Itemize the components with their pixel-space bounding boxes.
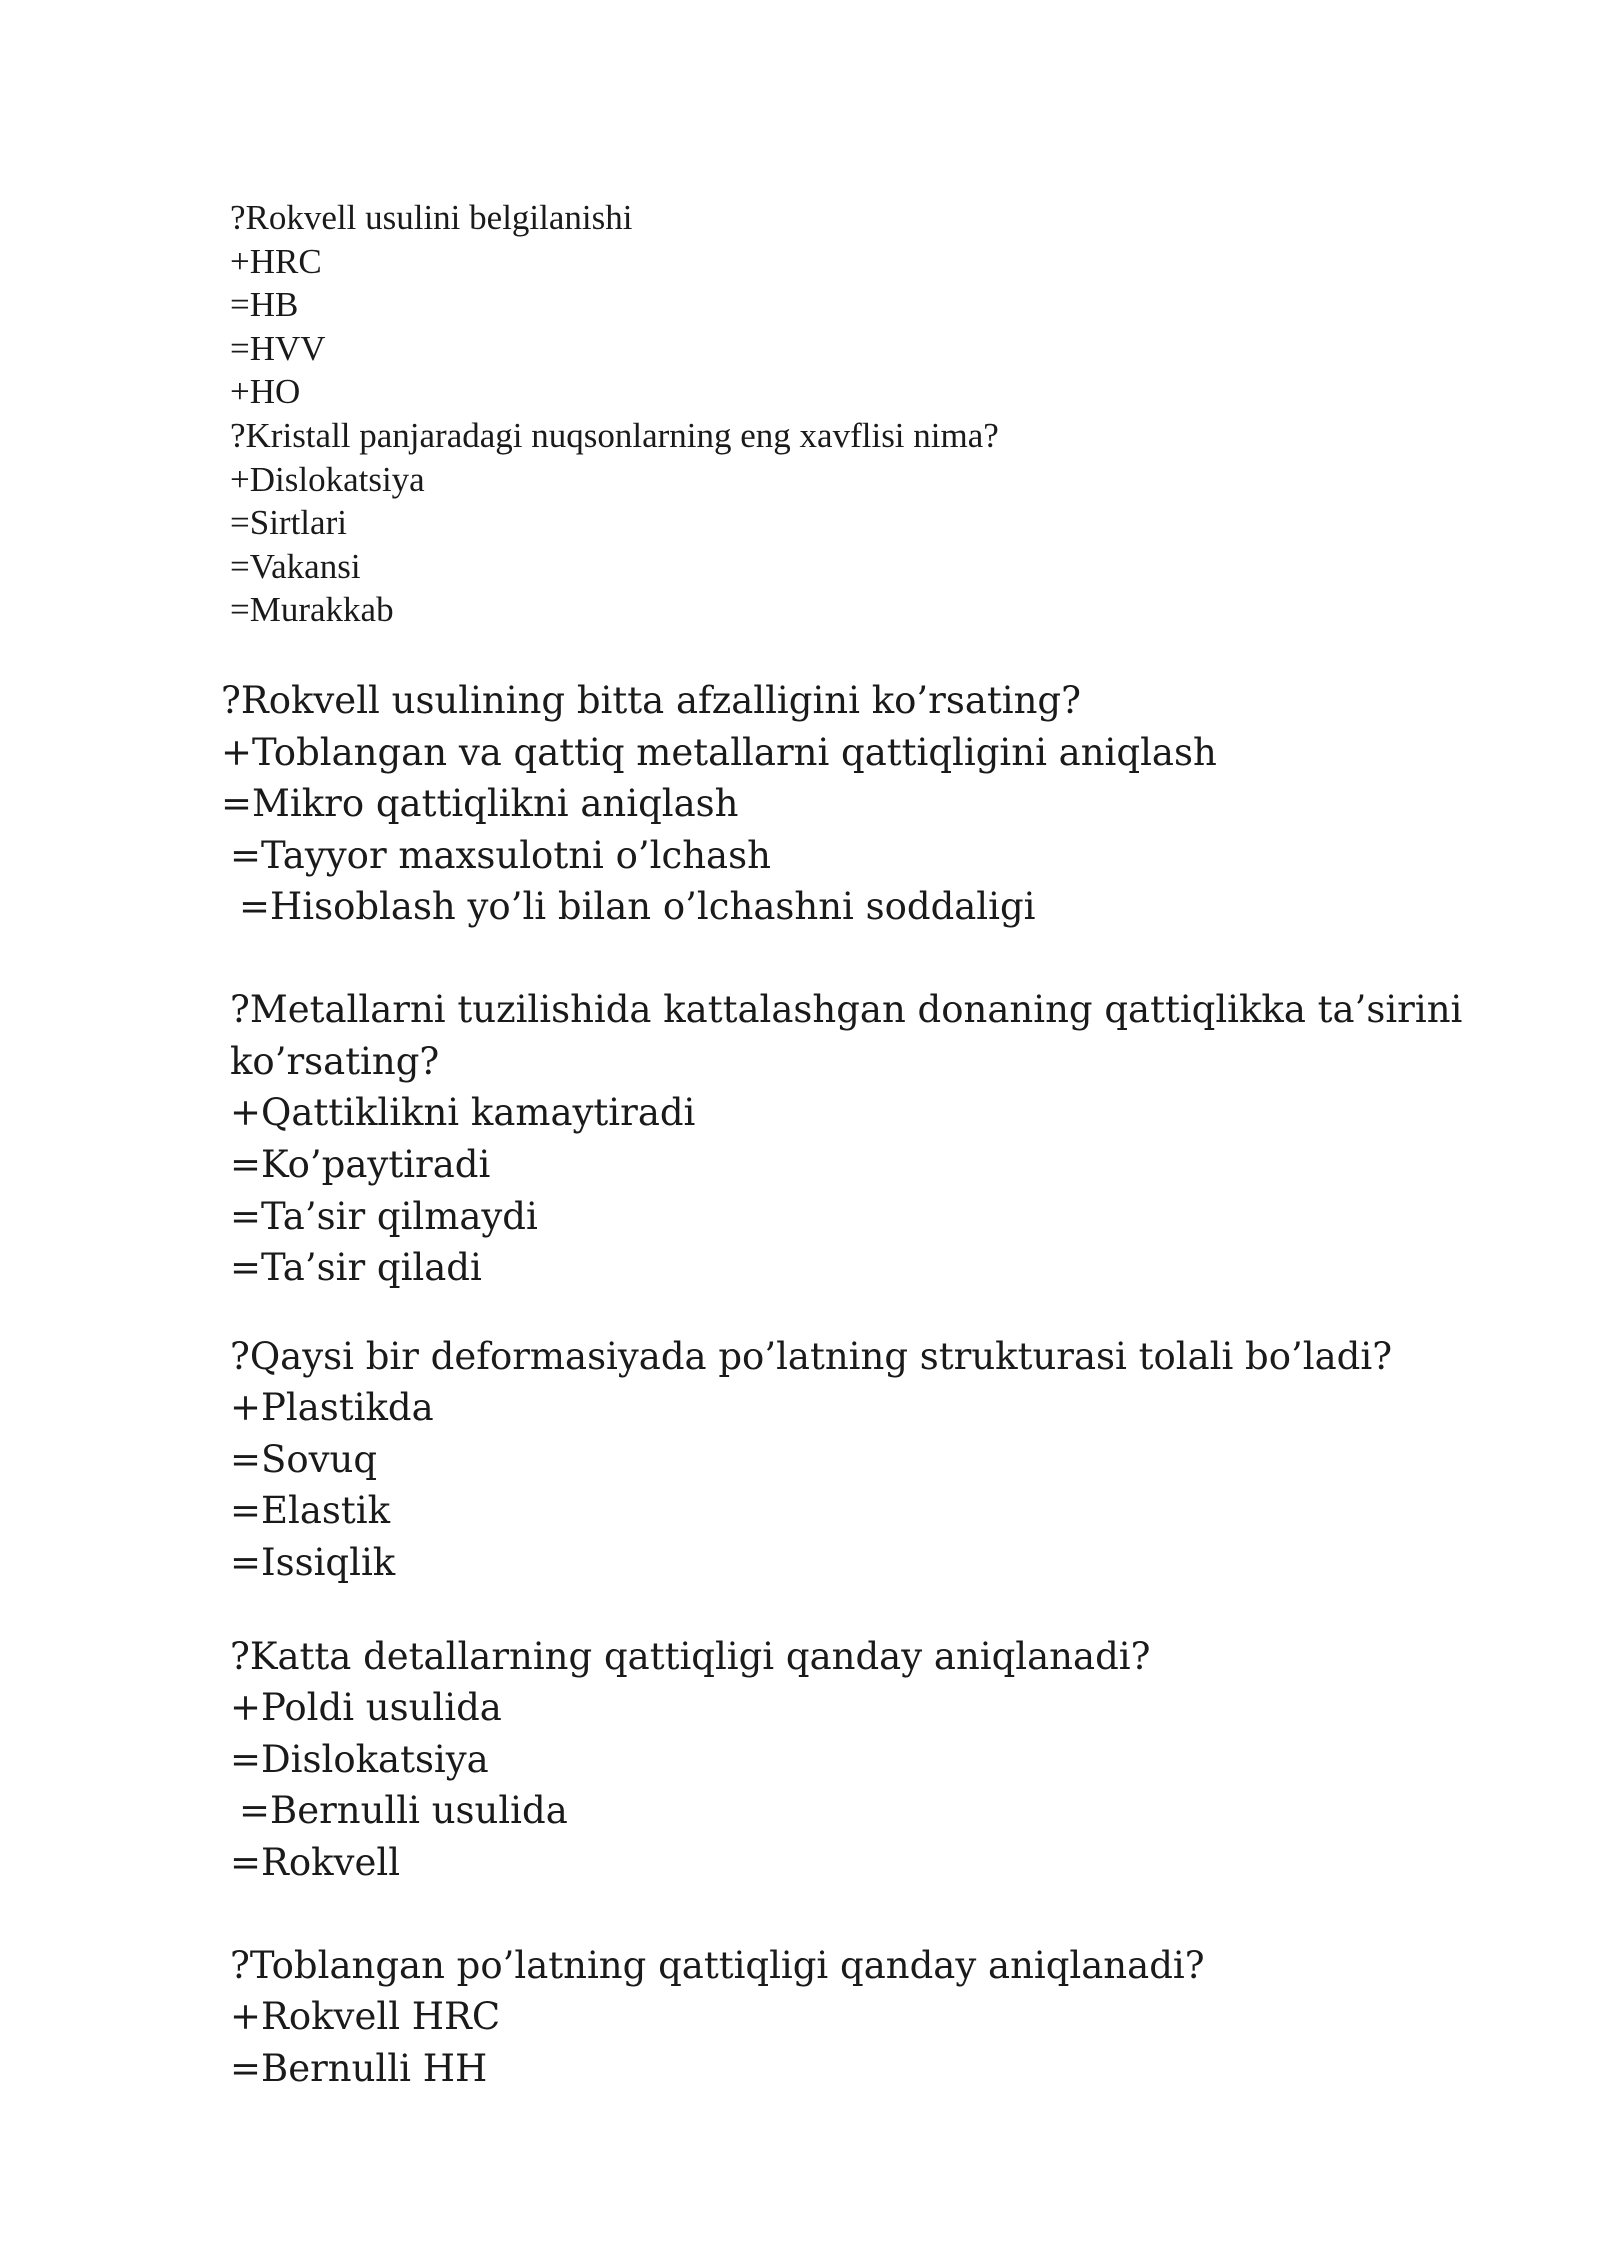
answer-option: =Rokvell xyxy=(230,1841,401,1884)
answer-option: +Toblangan va qattiq metallarni qattiqligini aniqlash xyxy=(221,731,1217,774)
answer-option: =Dislokatsiya xyxy=(230,1738,489,1781)
answer-option: =Sirtlari xyxy=(230,503,347,542)
answer-option: =HVV xyxy=(230,329,326,368)
question-text-continued: ko’rsating? xyxy=(230,1040,440,1083)
answer-option: =Mikro qattiqlikni aniqlash xyxy=(221,782,739,825)
answer-option: +Poldi usulida xyxy=(230,1686,502,1729)
question-text: ?Kristall panjaradagi nuqsonlarning eng xavflisi nima? xyxy=(230,416,999,455)
answer-option: =Murakkab xyxy=(230,590,394,629)
answer-option: +HO xyxy=(230,372,301,411)
answer-option: =HB xyxy=(230,285,299,324)
question-text: ?Katta detallarning qattiqligi qanday aniqlanadi? xyxy=(230,1635,1151,1678)
answer-option: +Dislokatsiya xyxy=(230,460,425,499)
answer-option: +Plastikda xyxy=(230,1386,434,1429)
question-text: ?Toblangan po’latning qattiqligi qanday aniqlanadi? xyxy=(230,1944,1205,1987)
question-text: ?Metallarni tuzilishida kattalashgan donaning qattiqlikka ta’sirini xyxy=(230,988,1463,1031)
question-text: ?Rokvell usulining bitta afzalligini ko’rsating? xyxy=(221,679,1081,722)
answer-option: =Bernulli HH xyxy=(230,2047,488,2090)
answer-option: +Qattiklikni kamaytiradi xyxy=(230,1091,696,1134)
answer-option: =Ta’sir qilmaydi xyxy=(230,1195,538,1238)
question-text: ?Qaysi bir deformasiyada po’latning strukturasi tolali bo’ladi? xyxy=(230,1335,1393,1378)
question-text: ?Rokvell usulini belgilanishi xyxy=(230,198,633,237)
answer-option: =Bernulli usulida xyxy=(239,1789,568,1832)
answer-option: =Vakansi xyxy=(230,547,361,586)
answer-option: =Ta’sir qiladi xyxy=(230,1246,482,1289)
answer-option: +Rokvell HRC xyxy=(230,1995,501,2038)
answer-option: =Sovuq xyxy=(230,1438,378,1481)
answer-option: =Hisoblash yo’li bilan o’lchashni soddaligi xyxy=(239,885,1036,928)
answer-option: =Elastik xyxy=(230,1489,391,1532)
answer-option: =Ko’paytiradi xyxy=(230,1143,491,1186)
answer-option: =Issiqlik xyxy=(230,1541,396,1584)
answer-option: =Tayyor maxsulotni o’lchash xyxy=(230,834,771,877)
answer-option: +HRC xyxy=(230,242,322,281)
